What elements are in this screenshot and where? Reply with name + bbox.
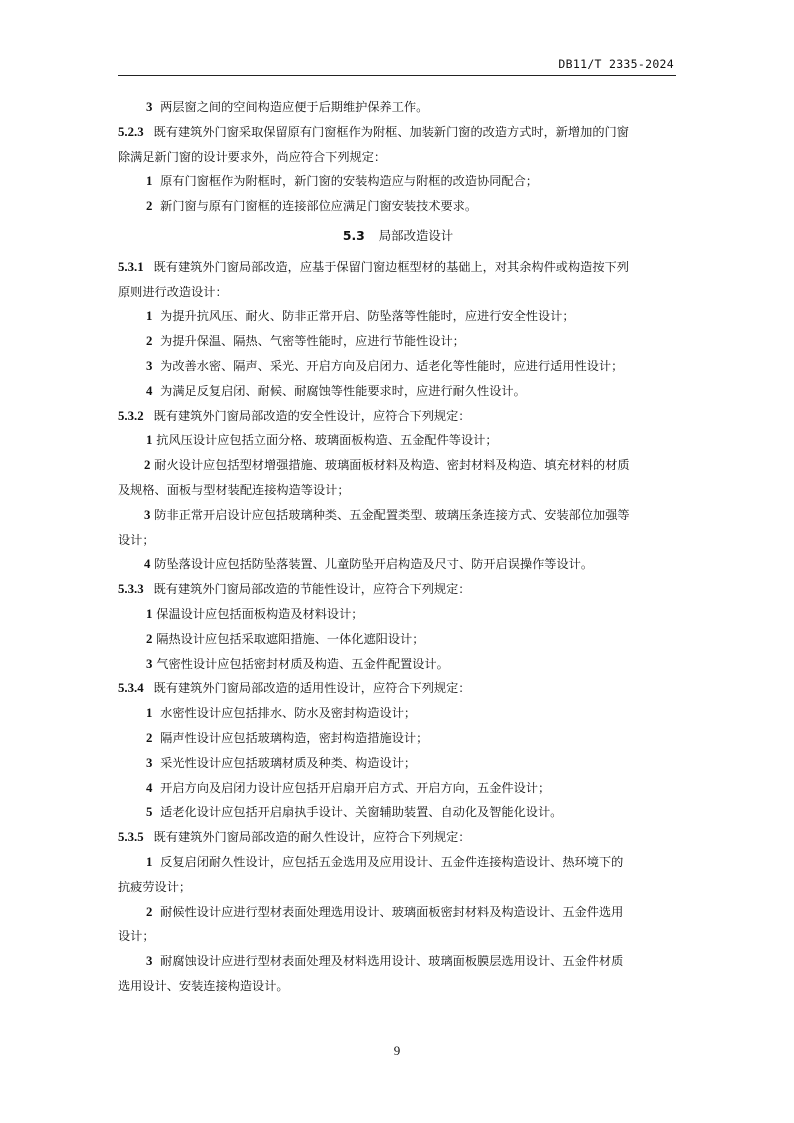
clause-5-3-5-item-3: 3 耐腐蚀设计应进行型材表面处理及材料选用设计、玻璃面板膜层选用设计、五金件材质 [146,954,624,969]
clause-5-3-2-item-4: 4 防坠落设计应包括防坠落装置、儿童防坠开启构造及尺寸、防开启误操作等设计。 [144,557,594,572]
clause-5-2-3-item-2: 2 新门窗与原有门窗框的连接部位应满足门窗安装技术要求。 [146,199,478,214]
clause-5-3-4-item-2: 2 隔声性设计应包括玻璃构造，密封构造措施设计； [146,730,429,745]
clause-5-3-3-item-2: 2 隔热设计应包括采取遮阳措施、一体化遮阳设计； [146,631,425,646]
clause-5-3-5: 5.3.5 既有建筑外门窗局部改造的耐久性设计，应符合下列规定： [118,830,471,845]
clause-5-3-2-item-2-cont: 及规格、面板与型材装配连接构造等设计； [118,482,350,497]
document-body [118,95,678,999]
clause-5-3-3: 5.3.3 既有建筑外门窗局部改造的节能性设计，应符合下列规定： [118,582,471,597]
clause-5-3-5-item-2-cont: 设计； [118,929,155,944]
clause-5-3-1: 5.3.1 既有建筑外门窗局部改造，应基于保留门窗边框型材的基础上，对其余构件或构造按下列 [118,259,629,274]
clause-5-3-4-item-4: 4 开启方向及启闭力设计应包括开启扇开启方式、开启方向，五金件设计； [146,780,551,795]
standard-code: DB11/T 2335-2024 [558,57,674,71]
clause-5-3-4-item-1: 1 水密性设计应包括排水、防水及密封构造设计； [146,706,417,721]
clause-5-3-2-item-1: 1 抗风压设计应包括立面分格、玻璃面板构造、五金配件等设计； [146,433,498,448]
clause-5-2-3-item-1: 1 原有门窗框作为附框时，新门窗的安装构造应与附框的改造协同配合； [146,174,538,189]
clause-5-3-5-item-1-cont: 抗疲劳设计； [118,879,192,894]
header-rule [118,75,676,76]
clause-5-3-3-item-3: 3 气密性设计应包括密封材质及构造、五金件配置设计。 [146,656,449,671]
clause-5-2-3: 5.2.3 既有建筑外门窗采取保留原有门窗框作为附框、加装新门窗的改造方式时，新增加的门窗 [118,124,629,139]
clause-5-2-2-item-3: 3 两层窗之间的空间构造应便于后期维护保养工作。 [146,100,429,114]
clause-5-3-2: 5.3.2 既有建筑外门窗局部改造的安全性设计，应符合下列规定： [118,408,471,423]
clause-5-3-1-item-3: 3 为改善水密、隔声、采光、开启方向及启闭力、适老化等性能时，应进行适用性设计； [146,358,624,373]
page-number: 9 [393,1043,401,1058]
clause-5-3-5-item-2: 2 耐候性设计应进行型材表面处理选用设计、玻璃面板密封材料及构造设计、五金件选用 [146,904,624,919]
clause-5-3-2-item-3-cont: 设计； [118,532,155,547]
clause-5-3-5-item-3-cont: 选用设计、安装连接构造设计。 [118,978,289,993]
clause-5-3-1-cont: 原则进行改造设计： [118,284,228,299]
clause-5-3-3-item-1: 1 保温设计应包括面板构造及材料设计； [146,606,364,621]
clause-5-3-2-item-3: 3 防非正常开启设计应包括玻璃种类、五金配置类型、玻璃压条连接方式、安装部位加强等 [144,507,630,522]
clause-5-3-1-item-4: 4 为满足反复启闭、耐候、耐腐蚀等性能要求时，应进行耐久性设计。 [146,383,526,398]
section-title-5-3: 5.3 局部改造设计 [342,227,454,243]
clause-5-3-4: 5.3.4 既有建筑外门窗局部改造的适用性设计，应符合下列规定： [118,681,471,696]
clause-5-3-2-item-2: 2 耐火设计应包括型材增强措施、玻璃面板材料及构造、密封材料及构造、填充材料的材质 [144,458,630,473]
clause-5-3-5-item-1: 1 反复启闭耐久性设计，应包括五金选用及应用设计、五金件连接构造设计、热环境下的 [146,854,624,869]
clause-5-3-4-item-5: 5 适老化设计应包括开启扇执手设计、关窗辅助装置、自动化及智能化设计。 [146,805,563,820]
clause-5-3-1-item-1: 1 为提升抗风压、耐火、防非正常开启、防坠落等性能时，应进行安全性设计； [146,309,575,324]
clause-5-3-1-item-2: 2 为提升保温、隔热、气密等性能时，应进行节能性设计； [146,334,465,349]
clause-5-2-3-cont: 除满足新门窗的设计要求外，尚应符合下列规定： [118,149,387,164]
clause-5-3-4-item-3: 3 采光性设计应包括玻璃材质及种类、构造设计； [146,755,417,770]
